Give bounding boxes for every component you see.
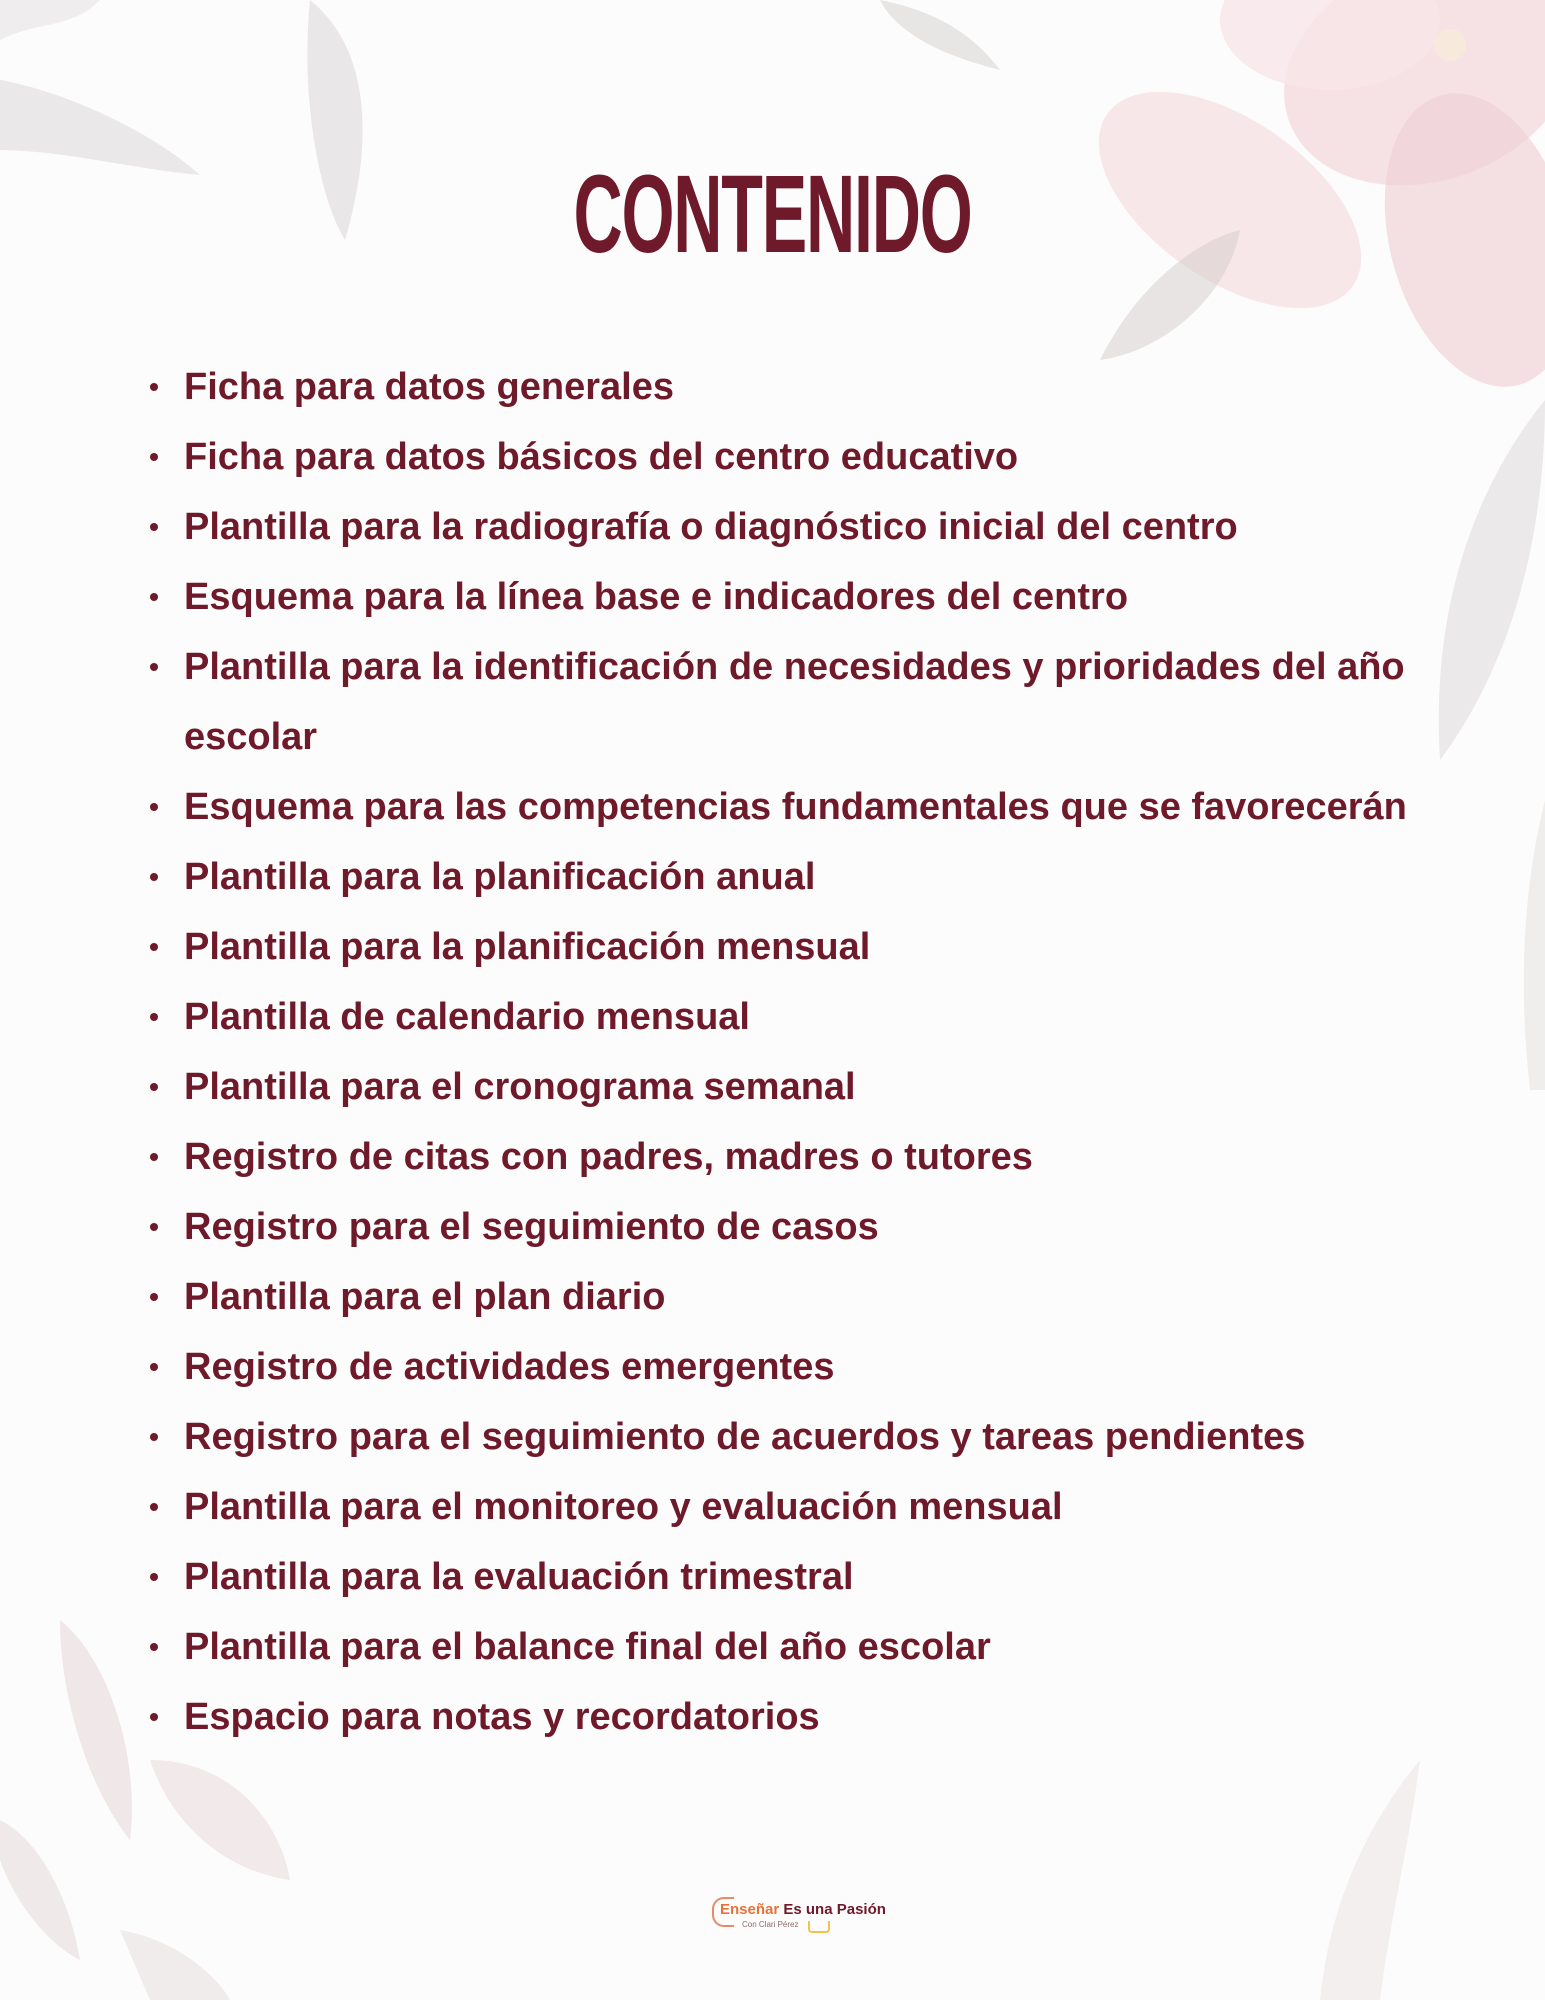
bullet-icon bbox=[150, 593, 158, 601]
bullet-icon bbox=[150, 523, 158, 531]
list-item-label: Registro de citas con padres, madres o tutores bbox=[184, 1136, 1033, 1178]
list-item-label: Registro de actividades emergentes bbox=[184, 1346, 835, 1388]
leaf-decoration bbox=[0, 80, 200, 175]
brand-logo bbox=[712, 1893, 886, 1941]
logo-subtitle: Con Clari Pérez bbox=[742, 1920, 799, 1929]
bullet-icon bbox=[150, 873, 158, 881]
leaf-decoration bbox=[150, 1760, 290, 1880]
logo-title bbox=[720, 1901, 886, 1918]
bullet-icon bbox=[150, 1433, 158, 1441]
bullet-icon bbox=[150, 1503, 158, 1511]
list-item-label: Registro para el seguimiento de casos bbox=[184, 1206, 879, 1248]
list-item-label: Registro para el seguimiento de acuerdos y tareas pendientes bbox=[184, 1416, 1306, 1458]
list-item bbox=[148, 1332, 1408, 1402]
list-item bbox=[148, 1262, 1408, 1332]
list-item bbox=[148, 1402, 1408, 1472]
leaf-decoration bbox=[1524, 800, 1545, 1090]
leaf-decoration bbox=[1320, 1760, 1420, 2000]
list-item bbox=[148, 772, 1408, 842]
list-item bbox=[148, 1122, 1408, 1192]
leaf-decoration bbox=[880, 0, 1000, 70]
list-item bbox=[148, 422, 1408, 492]
flower-petal bbox=[1251, 0, 1545, 225]
bullet-icon bbox=[150, 1643, 158, 1651]
list-item bbox=[148, 842, 1408, 912]
bullet-icon bbox=[150, 1363, 158, 1371]
list-item-label: Plantilla para la planificación mensual bbox=[184, 926, 871, 968]
bullet-icon bbox=[150, 453, 158, 461]
list-item bbox=[148, 632, 1408, 772]
bullet-icon bbox=[150, 1293, 158, 1301]
list-item bbox=[148, 1612, 1408, 1682]
list-item bbox=[148, 912, 1408, 982]
bullet-icon bbox=[150, 943, 158, 951]
list-item-label: Plantilla para el balance final del año escolar bbox=[184, 1626, 991, 1668]
list-item-label: Plantilla de calendario mensual bbox=[184, 996, 750, 1038]
bullet-icon bbox=[150, 1713, 158, 1721]
list-item-label: Esquema para las competencias fundamentales que se favorecerán bbox=[184, 786, 1407, 828]
list-item-label: Ficha para datos generales bbox=[184, 366, 674, 408]
leaf-decoration bbox=[0, 0, 100, 40]
flower-petal bbox=[1220, 0, 1440, 90]
list-item-label: Plantilla para el cronograma semanal bbox=[184, 1066, 856, 1108]
list-item bbox=[148, 982, 1408, 1052]
list-item-label: Plantilla para la planificación anual bbox=[184, 856, 816, 898]
list-item-label: Plantilla para la evaluación trimestral bbox=[184, 1556, 854, 1598]
list-item bbox=[148, 1052, 1408, 1122]
list-item bbox=[148, 1472, 1408, 1542]
book-icon bbox=[808, 1921, 830, 1933]
logo-word-ensenar: Enseñar bbox=[720, 1901, 780, 1918]
list-item-label: Plantilla para el monitoreo y evaluación mensual bbox=[184, 1486, 1063, 1528]
page-title: CONTENIDO bbox=[573, 153, 972, 276]
list-item bbox=[148, 1192, 1408, 1262]
bullet-icon bbox=[150, 1083, 158, 1091]
contents-list bbox=[148, 352, 1408, 1752]
bullet-icon bbox=[150, 1573, 158, 1581]
list-item-label: Espacio para notas y recordatorios bbox=[184, 1696, 820, 1738]
bullet-icon bbox=[150, 1013, 158, 1021]
list-item-label: Plantilla para la radiografía o diagnóstico inicial del centro bbox=[184, 506, 1238, 548]
leaf-decoration bbox=[120, 1930, 230, 2000]
list-item bbox=[148, 562, 1408, 632]
bullet-icon bbox=[150, 803, 158, 811]
list-item-label: Esquema para la línea base e indicadores del centro bbox=[184, 576, 1129, 618]
bullet-icon bbox=[150, 1223, 158, 1231]
list-item-label: Plantilla para la identificación de necesidades y prioridades del año escolar bbox=[184, 646, 1405, 758]
list-item bbox=[148, 492, 1408, 562]
bullet-icon bbox=[150, 1153, 158, 1161]
list-item-label: Plantilla para el plan diario bbox=[184, 1276, 666, 1318]
leaf-decoration bbox=[0, 1820, 80, 1960]
list-item bbox=[148, 352, 1408, 422]
leaf-decoration bbox=[1439, 400, 1545, 760]
flower-center bbox=[1434, 29, 1466, 61]
bullet-icon bbox=[150, 663, 158, 671]
list-item bbox=[148, 1542, 1408, 1612]
logo-word-pasion: Es una Pasión bbox=[783, 1901, 886, 1918]
bullet-icon bbox=[150, 383, 158, 391]
leaf-decoration bbox=[60, 1620, 132, 1840]
list-item-label: Ficha para datos básicos del centro educativo bbox=[184, 436, 1019, 478]
list-item bbox=[148, 1682, 1408, 1752]
